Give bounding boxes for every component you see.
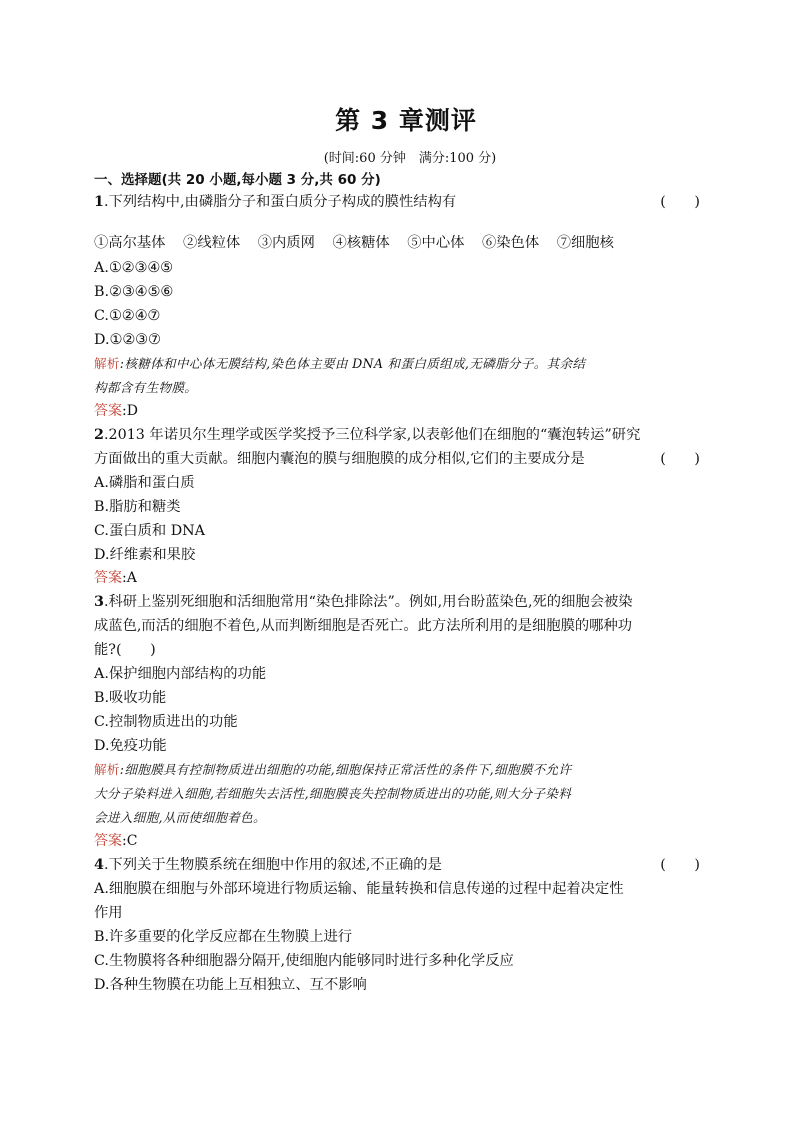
option-a: A.细胞膜在细胞与外部环境进行物质运输、能量转换和信息传递的过程中起着决定性 xyxy=(94,881,624,897)
question-3-stem-cont: 成蓝色,而活的细胞不着色,从而判断细胞是否死亡。此方法所利用的是细胞膜的哪种功 xyxy=(94,618,633,634)
option-b: B.脂肪和糖类 xyxy=(94,499,181,515)
option-a: A.保护细胞内部结构的功能 xyxy=(94,666,267,682)
option-c: C.①②④⑦ xyxy=(94,308,161,324)
option-c: C.蛋白质和 DNA xyxy=(94,523,206,539)
question-3-stem xyxy=(94,590,700,614)
answer-blank: ( ) xyxy=(660,857,700,873)
question-3-analysis xyxy=(94,758,700,782)
question-2-answer xyxy=(94,567,700,590)
answer-value: :C xyxy=(122,833,138,849)
question-text: .下列结构中,由磷脂分子和蛋白质分子构成的膜性结构有 xyxy=(103,194,457,210)
item: ③内质网 xyxy=(257,235,315,251)
question-1-answer xyxy=(94,400,700,423)
question-number: 1 xyxy=(94,194,104,210)
answer-blank: ( ) xyxy=(660,451,700,467)
exam-page xyxy=(94,98,700,997)
option-a: A.①②③④⑤ xyxy=(94,260,173,276)
analysis-label: 解析 xyxy=(94,762,120,777)
page-title: 第 3 章测评 xyxy=(335,106,477,135)
analysis-text: :核糖体和中心体无膜结构,染色体主要由 DNA 和蛋白质组成,无磷脂分子。其余结 xyxy=(119,356,586,371)
question-1-stem xyxy=(94,190,700,214)
item: ②线粒体 xyxy=(183,235,241,251)
answer-label: 答案 xyxy=(94,403,122,419)
question-2-stem-cont xyxy=(94,447,700,471)
option-c: C.控制物质进出的功能 xyxy=(94,714,238,730)
option-b: B.②③④⑤⑥ xyxy=(94,284,174,300)
question-4-stem xyxy=(94,853,700,877)
question-text: 方面做出的重大贡献。细胞内囊泡的膜与细胞膜的成分相似,它们的主要成分是 xyxy=(94,451,585,467)
item: ⑥染色体 xyxy=(481,235,540,251)
option-a: A.磷脂和蛋白质 xyxy=(94,475,195,491)
item: ①高尔基体 xyxy=(94,235,166,251)
question-text: .2013 年诺贝尔生理学或医学奖授予三位科学家,以表彰他们在细胞的“囊泡转运”研究 xyxy=(103,427,641,443)
answer-label: 答案 xyxy=(94,570,122,586)
answer-value: :A xyxy=(122,570,137,586)
question-number: 3 xyxy=(94,594,104,610)
question-2-stem xyxy=(94,423,700,447)
question-3-answer xyxy=(94,830,700,853)
question-text: .下列关于生物膜系统在细胞中作用的叙述,不正确的是 xyxy=(103,857,442,873)
question-text: 能? xyxy=(94,642,116,658)
question-3-stem-end xyxy=(94,638,700,662)
option-d: D.各种生物膜在功能上互相独立、互不影响 xyxy=(94,977,367,993)
option-a-cont: 作用 xyxy=(94,905,123,921)
option-c: C.生物膜将各种细胞器分隔开,使细胞内能够同时进行多种化学反应 xyxy=(94,953,514,969)
question-1-analysis xyxy=(94,352,700,376)
answer-blank: ( ) xyxy=(660,194,700,210)
option-d: D.纤维素和果胶 xyxy=(94,547,196,563)
exam-time-score: (时间:60 分钟 满分:100 分) xyxy=(323,151,497,166)
analysis-label: 解析 xyxy=(94,356,120,371)
question-number: 2 xyxy=(94,427,104,443)
question-number: 4 xyxy=(94,857,104,873)
analysis-text: :细胞膜具有控制物质进出细胞的功能,细胞保持正常活性的条件下,细胞膜不允许 xyxy=(119,762,572,777)
item: ④核糖体 xyxy=(332,235,390,251)
question-text: .科研上鉴别死细胞和活细胞常用“染色排除法”。例如,用台盼蓝染色,死的细胞会被染 xyxy=(103,594,633,610)
item: ⑤中心体 xyxy=(407,235,465,251)
item: ⑦细胞核 xyxy=(556,235,614,251)
option-b: B.许多重要的化学反应都在生物膜上进行 xyxy=(94,929,353,945)
answer-label: 答案 xyxy=(94,833,122,849)
option-d: D.免疫功能 xyxy=(94,738,167,754)
question-1-items xyxy=(94,230,700,256)
answer-value: :D xyxy=(122,403,138,419)
answer-blank: ( ) xyxy=(115,642,156,658)
option-d: D.①②③⑦ xyxy=(94,332,161,348)
section-heading: 一、选择题(共 20 小题,每小题 3 分,共 60 分) xyxy=(94,172,381,188)
analysis-text-line: 会进入细胞,从而使细胞着色。 xyxy=(94,810,266,825)
analysis-text-line: 大分子染料进入细胞,若细胞失去活性,细胞膜丧失控制物质进出的功能,则大分子染料 xyxy=(94,786,572,801)
option-b: B.吸收功能 xyxy=(94,690,167,706)
analysis-text-line: 构都含有生物膜。 xyxy=(94,380,198,395)
